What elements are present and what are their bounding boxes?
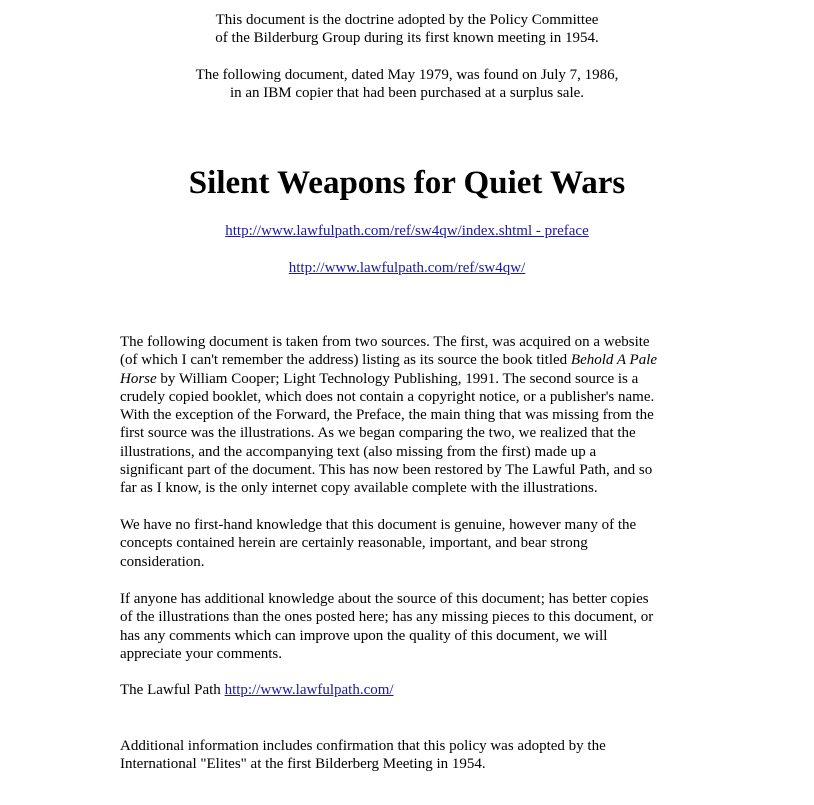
intro-line: in an IBM copier that had been purchased at a surplus sale. bbox=[229, 85, 585, 101]
signature-line bbox=[120, 681, 720, 699]
preface-link[interactable]: http://www.lawfulpath.com/ref/sw4qw/index.shtml - preface bbox=[225, 223, 589, 239]
paragraph-line: first source was the illustrations. As we began comparing the two, we realized that the bbox=[120, 425, 636, 442]
paragraph-line: of the illustrations than the ones posted here; has any missing pieces to this document, or bbox=[120, 609, 654, 626]
paragraph-line: We have no first-hand knowledge that this document is genuine, however many of the bbox=[120, 517, 637, 533]
paragraph-line: The following document is taken from two sources. The first, was acquired on a website bbox=[120, 334, 650, 350]
intro-line: The following document, dated May 1979, was found on July 7, 1986, bbox=[195, 67, 619, 83]
paragraph-line: far as I know, is the only internet copy available complete with the illustrations. bbox=[120, 480, 598, 497]
paragraph-line: Additional information includes confirmation that this policy was adopted by the bbox=[120, 738, 606, 754]
line-text: (of which I can't remember the address) listing as its source the book titled bbox=[120, 352, 571, 369]
main-link[interactable]: http://www.lawfulpath.com/ref/sw4qw/ bbox=[288, 260, 526, 276]
book-title-part: Behold A Pale bbox=[570, 352, 658, 369]
additional-info-paragraph bbox=[120, 737, 720, 774]
paragraph-line: appreciate your comments. bbox=[120, 645, 283, 662]
paragraph-line: If anyone has additional knowledge about the source of this document; has better copies bbox=[120, 591, 649, 607]
paragraph-line bbox=[120, 351, 720, 369]
authenticity-paragraph bbox=[120, 516, 720, 571]
feedback-paragraph bbox=[120, 590, 720, 663]
intro-paragraph-2 bbox=[0, 66, 814, 102]
paragraph-line: illustrations, and the accompanying text (also missing from the first) made up a bbox=[120, 443, 597, 460]
preface-link-row bbox=[0, 222, 814, 240]
intro-paragraph-1 bbox=[0, 11, 814, 47]
sources-paragraph bbox=[120, 333, 720, 498]
paragraph-line: has any comments which can improve upon the quality of this document, we will bbox=[120, 627, 608, 644]
paragraph-line bbox=[120, 370, 720, 388]
signature-label: The Lawful Path bbox=[120, 682, 225, 698]
line-text: by William Cooper; Light Technology Publishing, 1991. The second source is a bbox=[156, 370, 639, 387]
intro-line: of the Bilderburg Group during its first known meeting in 1954. bbox=[215, 30, 599, 46]
book-title-part: Horse bbox=[120, 370, 157, 387]
home-link[interactable]: http://www.lawfulpath.com/ bbox=[224, 682, 394, 698]
main-link-row bbox=[0, 259, 814, 277]
paragraph-line: With the exception of the Forward, the Preface, the main thing that was missing from the bbox=[120, 407, 654, 424]
paragraph-line bbox=[120, 681, 720, 699]
paragraph-line: consideration. bbox=[120, 553, 205, 570]
document-title: Silent Weapons for Quiet Wars bbox=[188, 165, 626, 201]
paragraph-line: significant part of the document. This has now been restored by The Lawful Path, and so bbox=[120, 462, 653, 479]
paragraph-line: concepts contained herein are certainly reasonable, important, and bear strong bbox=[120, 535, 588, 552]
paragraph-line: crudely copied booklet, which does not contain a copyright notice, or a publisher's name. bbox=[120, 388, 655, 405]
intro-line: This document is the doctrine adopted by the Policy Committee bbox=[215, 12, 599, 28]
paragraph-line: International "Elites" at the first Bilderberg Meeting in 1954. bbox=[120, 756, 486, 773]
